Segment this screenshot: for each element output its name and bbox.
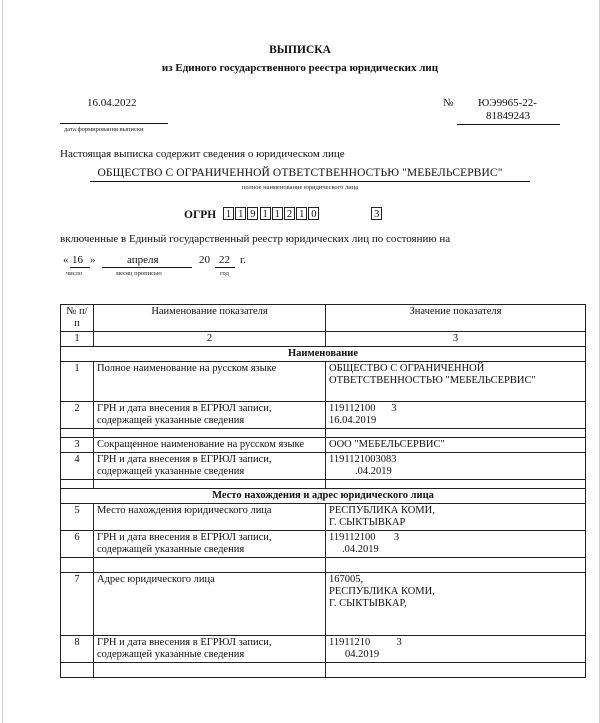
row-number: 1 (61, 362, 94, 402)
state-date-month: апреля (127, 254, 159, 266)
ogrn-digit-box: 0 (308, 207, 319, 220)
month-caption: месяц прописью (116, 270, 162, 277)
spacer-row (61, 558, 586, 573)
day-underline (70, 267, 90, 268)
row-value (326, 504, 586, 531)
row-number: 4 (61, 453, 94, 480)
state-date-year-prefix: 20 (199, 254, 210, 266)
row-value (326, 453, 586, 480)
date-formed: 16.04.2022 (87, 97, 137, 109)
table-row (61, 402, 586, 429)
header-value: Значение показателя (326, 305, 586, 332)
value-line: 119112100 3 (329, 532, 400, 543)
spacer-row (61, 429, 586, 438)
row-label: Адрес юридического лица (94, 573, 326, 636)
row-label: ГРН и дата внесения в ЕГРЮЛ записи, содержащей указанные сведения (94, 531, 326, 558)
table-row (61, 531, 586, 558)
ogrn-digit-box: 1 (272, 207, 283, 220)
ogrn-digit-box: 1 (223, 207, 234, 220)
registry-table (60, 304, 586, 678)
value-line: Г. СЫКТЫВКАР, (329, 598, 407, 609)
table-header-row (61, 305, 586, 332)
date-formed-underline (60, 123, 168, 124)
ogrn-digit-box (333, 207, 344, 220)
ogrn-label: ОГРН (184, 209, 217, 221)
document-subtitle: из Единого государственного реестра юридических лиц (161, 62, 439, 74)
included-text: включенные в Единый государственный реестр юридических лиц по состоянию на (60, 233, 451, 245)
row-number: 3 (61, 438, 94, 453)
row-label: ГРН и дата внесения в ЕГРЮЛ записи, содержащей указанные сведения (94, 402, 326, 429)
row-value (326, 636, 586, 663)
row-number: 5 (61, 504, 94, 531)
row-value: ООО "МЕБЕЛЬСЕРВИС" (326, 438, 586, 453)
column-number-1: 1 (61, 332, 94, 347)
header-number: № п/п (61, 305, 94, 332)
section-title-address: Место нахождения и адрес юридического лица (61, 489, 586, 504)
org-full-name: ОБЩЕСТВО С ОГРАНИЧЕННОЙ ОТВЕТСТВЕННОСТЬЮ "МЕБЕЛЬСЕРВИС" (97, 167, 503, 179)
value-line: 119112100 3 (329, 403, 397, 414)
day-caption: число (66, 270, 83, 277)
row-number: 8 (61, 636, 94, 663)
row-value (326, 573, 586, 636)
ogrn-digit-box: 9 (247, 207, 258, 220)
date-formed-caption: дата формирования выписки (64, 126, 144, 133)
ogrn-digit-box (345, 207, 356, 220)
spacer-row (61, 480, 586, 489)
value-line: 11911210 3 (329, 637, 402, 648)
table-row (61, 573, 586, 636)
table-row (61, 438, 586, 453)
statement-number-line2: 81849243 (486, 110, 530, 122)
row-number: 7 (61, 573, 94, 636)
row-label: Полное наименование на русском языке (94, 362, 326, 402)
row-value (326, 402, 586, 429)
row-value (326, 531, 586, 558)
section-row-name (61, 347, 586, 362)
statement-number-line1: ЮЭ9965-22- (478, 97, 537, 109)
ogrn-digit-box: 3 (371, 207, 382, 220)
ogrn-digit-box: 2 (284, 207, 295, 220)
state-date-year-unit: г. (240, 254, 247, 266)
org-name-caption: полное наименование юридического лица (241, 184, 359, 191)
value-line: 04.2019 (345, 649, 380, 660)
value-line: 16.04.2019 (329, 415, 377, 426)
row-label: ГРН и дата внесения в ЕГРЮЛ записи, содержащей указанные сведения (94, 453, 326, 480)
state-date-day: 16 (72, 254, 83, 266)
column-number-2: 2 (94, 332, 326, 347)
state-date-open-quote: « (63, 254, 69, 266)
column-number-row (61, 332, 586, 347)
header-indicator: Наименование показателя (94, 305, 326, 332)
year-underline (215, 267, 235, 268)
intro-text: Настоящая выписка содержит сведения о юридическом лице (60, 148, 345, 160)
row-label: Место нахождения юридического лица (94, 504, 326, 531)
document-title: ВЫПИСКА (269, 44, 331, 56)
row-value: ОБЩЕСТВО С ОГРАНИЧЕННОЙ ОТВЕТСТВЕННОСТЬЮ "МЕБЕЛЬСЕРВИС" (326, 362, 586, 402)
table-row (61, 636, 586, 663)
row-label: ГРН и дата внесения в ЕГРЮЛ записи, содержащей указанные сведения (94, 636, 326, 663)
table-row (61, 453, 586, 480)
row-number: 6 (61, 531, 94, 558)
column-number-3: 3 (326, 332, 586, 347)
row-label: Сокращенное наименование на русском языке (94, 438, 326, 453)
value-line: 1191121003083 (329, 454, 397, 465)
state-date-year-suffix: 22 (219, 254, 230, 266)
table-row (61, 663, 586, 678)
org-name-underline (90, 181, 530, 182)
value-line: РЕСПУБЛИКА КОМИ, (329, 505, 435, 516)
value-line: Г. СЫКТЫВКАР (329, 517, 406, 528)
section-row-address (61, 489, 586, 504)
value-line: 167005, (329, 574, 364, 585)
section-title-name: Наименование (61, 347, 586, 362)
row-number: 2 (61, 402, 94, 429)
ogrn-digit-box: 1 (260, 207, 271, 220)
ogrn-digit-box: 1 (235, 207, 246, 220)
number-sign: № (443, 97, 454, 109)
month-underline (102, 267, 192, 268)
ogrn-digit-box: 1 (296, 207, 307, 220)
value-line: .04.2019 (342, 544, 379, 555)
table-row (61, 362, 586, 402)
table-row (61, 504, 586, 531)
value-line: .04.2019 (355, 466, 392, 477)
ogrn-digit-box (321, 207, 332, 220)
year-caption: год (220, 270, 229, 277)
statement-number-underline (457, 124, 560, 125)
value-line: РЕСПУБЛИКА КОМИ, (329, 586, 435, 597)
state-date-close-quote: » (90, 254, 96, 266)
